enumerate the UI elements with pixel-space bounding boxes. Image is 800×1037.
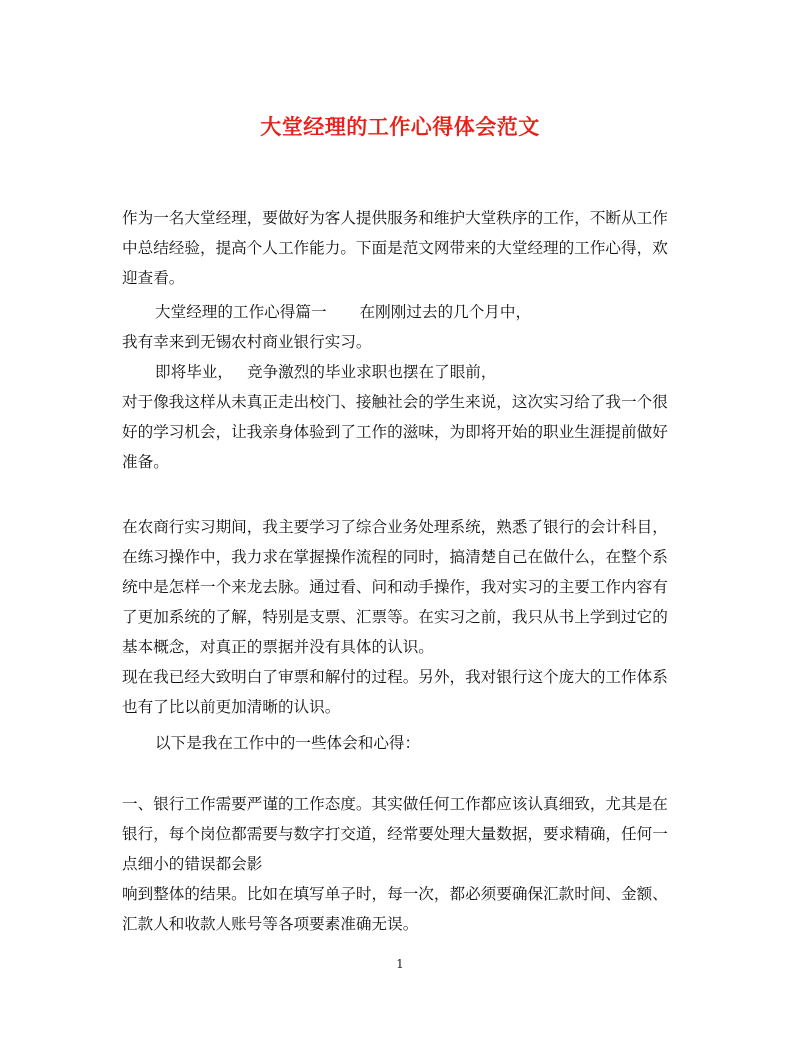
- text-line: 也有了比以前更加清晰的认识。: [122, 698, 341, 716]
- text-line: 准备。: [122, 453, 169, 471]
- text-line: [122, 357, 682, 387]
- page-number: 1: [396, 957, 404, 971]
- text-line: 在农商行实习期间，我主要学习了综合业务处理系统，熟悉了银行的会计科目，: [122, 518, 668, 536]
- text-line: 了更加系统的了解，特别是支票、汇票等。在实习之前，我只从书上学到过它的: [122, 608, 668, 626]
- section-one-paragraph: [122, 297, 682, 477]
- text-line: 银行，每个岗位都需要与数字打交道，经常要处理大量数据，要求精确，任何一: [122, 825, 668, 843]
- text-line: 迎查看。: [122, 269, 185, 287]
- internship-paragraph: [122, 512, 682, 722]
- section-heading-line: [122, 297, 682, 327]
- text-line: 响到整体的结果。比如在填写单子时，每一次，都必须要确保汇款时间、金额、: [122, 885, 668, 903]
- section-heading: 大堂经理的工作心得篇一: [155, 303, 327, 321]
- document-title: 大堂经理的工作心得体会范文: [260, 114, 540, 139]
- point-one-paragraph: [122, 789, 682, 939]
- text-line: 在练习操作中，我力求在掌握操作流程的同时，搞清楚自己在做什么，在整个系: [122, 548, 668, 566]
- text-line: 中总结经验，提高个人工作能力。下面是范文网带来的大堂经理的工作心得，欢: [122, 239, 668, 257]
- section-heading-tail: 在刚刚过去的几个月中，: [359, 303, 532, 321]
- text-line: 汇款人和收款人账号等各项要素准确无误。: [122, 915, 419, 933]
- text-fragment: 竞争激烈的毕业求职也摆在了眼前，: [246, 363, 497, 381]
- text-line: 现在我已经大致明白了审票和解付的过程。另外，我对银行这个庞大的工作体系: [122, 668, 668, 686]
- text-line: 一、银行工作需要严谨的工作态度。其实做任何工作都应该认真细致，尤其是在: [122, 795, 668, 813]
- intro-paragraph: [122, 203, 682, 293]
- text-line: 我有幸来到无锡农村商业银行实习。: [122, 333, 372, 351]
- text-fragment: 即将毕业，: [155, 363, 233, 381]
- text-line: 好的学习机会，让我亲身体验到了工作的滋味，为即将开始的职业生涯提前做好: [122, 423, 668, 441]
- text-line: 点细小的错误都会影: [122, 855, 263, 873]
- text-line: 统中是怎样一个来龙去脉。通过看、问和动手操作，我对实习的主要工作内容有: [122, 578, 668, 596]
- text-line: 对于像我这样从未真正走出校门、接触社会的学生来说，这次实习给了我一个很: [122, 393, 668, 411]
- experience-intro-paragraph: [122, 728, 682, 758]
- text-line: 基本概念，对真正的票据并没有具体的认识。: [122, 638, 434, 656]
- text-line: 以下是我在工作中的一些体会和心得：: [155, 734, 421, 752]
- text-line: 作为一名大堂经理，要做好为客人提供服务和维护大堂秩序的工作，不断从工作: [122, 209, 668, 227]
